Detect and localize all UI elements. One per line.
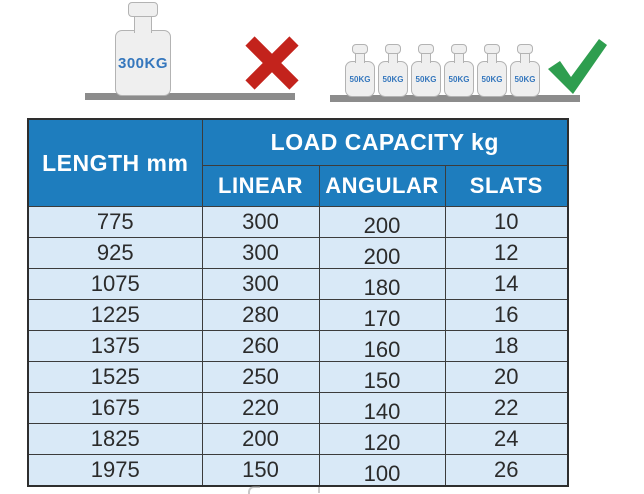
table-row	[28, 362, 568, 393]
cell-angular: 170	[319, 300, 445, 331]
cell-angular: 140	[319, 393, 445, 424]
cell-angular: 120	[319, 424, 445, 455]
cell-slats: 16	[445, 300, 568, 331]
cell-angular: 150	[319, 362, 445, 393]
cell-linear: 220	[202, 393, 319, 424]
weight-knob	[517, 44, 533, 54]
weight-knob	[418, 44, 434, 54]
weight-body	[477, 61, 507, 97]
small-weight-2	[378, 44, 408, 97]
cropped-graphic-remnant	[248, 486, 260, 494]
cell-slats: 20	[445, 362, 568, 393]
cell-length: 1225	[28, 300, 202, 331]
weight-neck	[134, 15, 152, 33]
header-linear: LINEAR	[202, 166, 319, 207]
cell-length: 1525	[28, 362, 202, 393]
weight-body	[444, 61, 474, 97]
cell-length: 1975	[28, 455, 202, 487]
weight-label: 50KG	[481, 74, 503, 84]
cell-linear: 260	[202, 331, 319, 362]
x-icon	[243, 35, 301, 91]
header-slats: SLATS	[445, 166, 568, 207]
cell-length: 1675	[28, 393, 202, 424]
weight-body	[378, 61, 408, 97]
table-row	[28, 269, 568, 300]
cell-angular: 180	[319, 269, 445, 300]
cell-angular: 200	[319, 207, 445, 238]
weight-body	[411, 61, 441, 97]
weight-label: 50KG	[448, 74, 470, 84]
table-body	[28, 207, 568, 487]
cell-slats: 18	[445, 331, 568, 362]
cropped-graphic-remnant	[318, 487, 320, 493]
weight-label: 50KG	[382, 74, 404, 84]
weight-body	[115, 30, 171, 96]
weight-knob	[352, 44, 368, 54]
load-capacity-table	[27, 118, 569, 487]
small-weight-5	[477, 44, 507, 97]
header-length-mm: LENGTH mm	[28, 119, 202, 207]
big-weight-300kg	[115, 2, 171, 97]
cell-slats: 22	[445, 393, 568, 424]
weight-label: 300KG	[117, 54, 169, 72]
cell-linear: 280	[202, 300, 319, 331]
weight-label: 50KG	[349, 74, 371, 84]
cell-angular: 100	[319, 455, 445, 487]
cell-slats: 12	[445, 238, 568, 269]
cell-length: 1075	[28, 269, 202, 300]
header-angular: ANGULAR	[319, 166, 445, 207]
small-weight-1	[345, 44, 375, 97]
cell-length: 925	[28, 238, 202, 269]
small-weight-4	[444, 44, 474, 97]
weight-knob	[385, 44, 401, 54]
weight-label: 50KG	[514, 74, 536, 84]
small-weight-3	[411, 44, 441, 97]
cell-linear: 300	[202, 238, 319, 269]
cell-length: 1825	[28, 424, 202, 455]
cell-linear: 300	[202, 269, 319, 300]
cell-linear: 200	[202, 424, 319, 455]
weight-knob	[451, 44, 467, 54]
weight-body	[510, 61, 540, 97]
table-row	[28, 207, 568, 238]
cell-slats: 10	[445, 207, 568, 238]
cell-angular: 200	[319, 238, 445, 269]
header-load-capacity: LOAD CAPACITY kg	[202, 119, 568, 166]
weight-body	[345, 61, 375, 97]
table-header	[28, 119, 568, 207]
cell-length: 775	[28, 207, 202, 238]
cell-linear: 250	[202, 362, 319, 393]
cell-linear: 150	[202, 455, 319, 487]
weight-label: 50KG	[415, 74, 437, 84]
weight-knob	[484, 44, 500, 54]
weight-knob	[128, 2, 158, 17]
table-row	[28, 455, 568, 487]
table-row	[28, 393, 568, 424]
table-row	[28, 300, 568, 331]
table-row	[28, 424, 568, 455]
table-row	[28, 238, 568, 269]
table-row	[28, 331, 568, 362]
cell-angular: 160	[319, 331, 445, 362]
cell-slats: 26	[445, 455, 568, 487]
cell-length: 1375	[28, 331, 202, 362]
small-weight-6	[510, 44, 540, 97]
cell-linear: 300	[202, 207, 319, 238]
check-icon	[546, 36, 608, 96]
cell-slats: 24	[445, 424, 568, 455]
cell-slats: 14	[445, 269, 568, 300]
